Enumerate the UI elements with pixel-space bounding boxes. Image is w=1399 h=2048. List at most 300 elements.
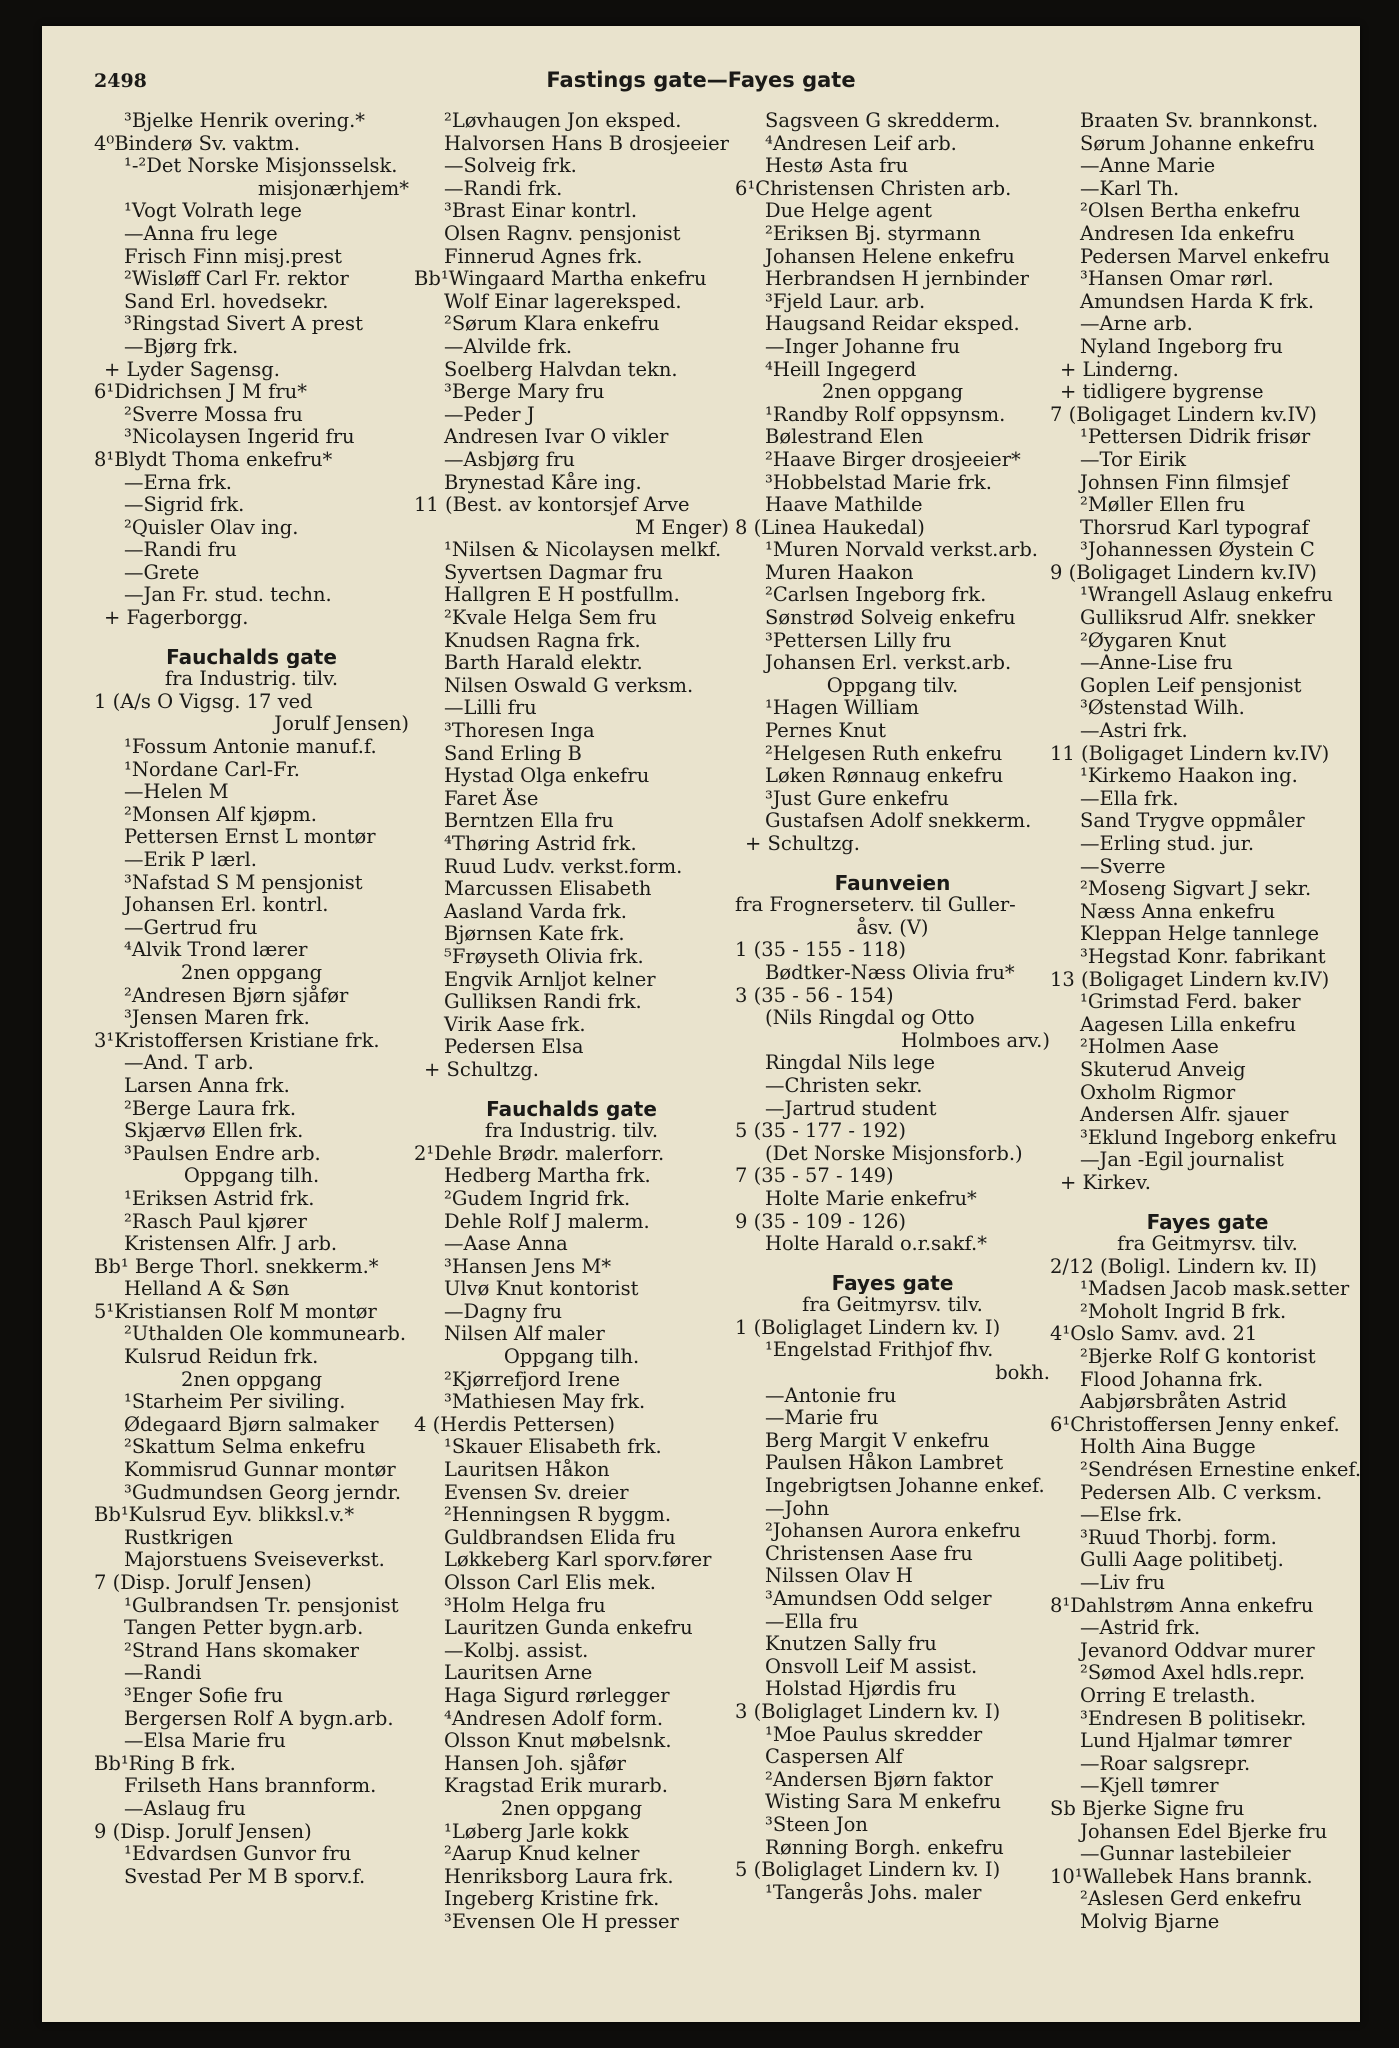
directory-line: 8 (Linea Haukedal) bbox=[735, 516, 925, 539]
directory-line: Johansen Helene enkefru bbox=[765, 245, 1015, 268]
directory-line: 11 (Best. av kontorsjef Arve bbox=[414, 494, 690, 517]
directory-line: Frilseth Hans brannform. bbox=[124, 1775, 377, 1798]
directory-line: Næss Anna enkefru bbox=[1080, 900, 1276, 923]
directory-line: ³Holm Helga fru bbox=[444, 1594, 606, 1617]
directory-line: 8¹Dahlstrøm Anna enkefru bbox=[1050, 1594, 1314, 1617]
directory-line: Thorsrud Karl typograf bbox=[1080, 516, 1309, 539]
directory-line: bokh. bbox=[995, 1362, 1050, 1385]
directory-line: Olsen Ragnv. pensjonist bbox=[444, 222, 681, 245]
directory-line: Marcussen Elisabeth bbox=[444, 878, 652, 901]
directory-line: Ruud Ludv. verkst.form. bbox=[444, 855, 683, 878]
directory-line: ²Kjørrefjord Irene bbox=[444, 1368, 621, 1391]
directory-line: —Randi frk. bbox=[444, 177, 563, 200]
directory-line: Holte Marie enkefru* bbox=[765, 1187, 977, 1210]
directory-line: —Erna frk. bbox=[124, 471, 232, 494]
directory-line: ⁴Thøring Astrid frk. bbox=[444, 833, 637, 855]
directory-line: Bjørnsen Kate frk. bbox=[444, 923, 625, 946]
directory-line: (Det Norske Misjonsforb.) bbox=[765, 1142, 1023, 1165]
directory-line: ²Quisler Olav ing. bbox=[124, 516, 299, 539]
directory-line: Skjærvø Ellen frk. bbox=[124, 1120, 304, 1143]
directory-line: —Inger Johanne fru bbox=[765, 335, 960, 358]
directory-line: fra Geitmyrsv. tilv. bbox=[802, 1294, 983, 1317]
directory-line: ³Paulsen Endre arb. bbox=[124, 1142, 321, 1165]
directory-line: Knudsen Ragna frk. bbox=[444, 629, 641, 652]
street-heading: Fayes gate bbox=[831, 1271, 954, 1295]
directory-line: Rustkrigen bbox=[124, 1526, 234, 1549]
directory-line: Lauritsen Håkon bbox=[444, 1459, 610, 1482]
running-header: Fastings gate—Fayes gate bbox=[546, 68, 856, 92]
directory-line: fra Frognerseterv. til Guller- bbox=[735, 894, 1016, 917]
directory-line: —Grete bbox=[124, 561, 200, 584]
directory-line: fra Industrig. tilv. bbox=[164, 668, 339, 691]
directory-line: Olsson Knut møbelsnk. bbox=[444, 1730, 672, 1753]
directory-line: ²Sømod Axel hdls.repr. bbox=[1080, 1662, 1306, 1685]
directory-line: 6¹Christensen Christen arb. bbox=[735, 177, 1012, 200]
directory-line: 6¹Christoffersen Jenny enkef. bbox=[1050, 1413, 1340, 1436]
directory-line: Frisch Finn misj.prest bbox=[124, 245, 343, 268]
directory-line: Haugsand Reidar eksped. bbox=[765, 313, 1020, 336]
directory-line: Løkkeberg Karl sporv.fører bbox=[444, 1549, 712, 1572]
directory-line: ³Mathiesen May frk. bbox=[444, 1391, 646, 1414]
directory-line: —Anna fru lege bbox=[124, 222, 278, 245]
directory-line: 4⁰Binderø Sv. vaktm. bbox=[94, 132, 301, 155]
directory-line: ⁴Alvik Trond lærer bbox=[124, 939, 308, 962]
directory-line: Goplen Leif pensjonist bbox=[1080, 674, 1302, 697]
column-2 bbox=[414, 110, 729, 1990]
directory-line: Gulliksrud Alfr. snekker bbox=[1080, 607, 1315, 630]
directory-line: ²Johansen Aurora enkefru bbox=[765, 1520, 1021, 1543]
directory-line: 1 (Boliglaget Lindern kv. I) bbox=[735, 1316, 1001, 1339]
directory-line: —Anne-Lise fru bbox=[1080, 652, 1233, 675]
directory-line: ³Brast Einar kontrl. bbox=[444, 200, 638, 223]
directory-line: Sb Bjerke Signe fru bbox=[1050, 1797, 1245, 1820]
directory-line: Gulliksen Randi frk. bbox=[444, 991, 642, 1014]
directory-line: Oppgang tilh. bbox=[503, 1346, 640, 1369]
directory-line: Pedersen Elsa bbox=[444, 1036, 584, 1059]
directory-line: —Anne Marie bbox=[1080, 155, 1216, 178]
directory-line: ²Øygaren Knut bbox=[1080, 629, 1227, 652]
directory-line: —Antonie fru bbox=[765, 1384, 897, 1407]
directory-line: Nilsen Alf maler bbox=[444, 1323, 605, 1346]
directory-line: misjonærhjem* bbox=[257, 177, 409, 200]
directory-line: —Lilli fru bbox=[444, 697, 537, 720]
directory-line: 2nen oppgang bbox=[500, 1797, 643, 1820]
directory-line: Soelberg Halvdan tekn. bbox=[444, 358, 678, 381]
directory-line: + Schultzg. bbox=[745, 833, 860, 855]
directory-line: ²Sendrésen Ernestine enkef. bbox=[1080, 1459, 1362, 1482]
directory-line: Gustafsen Adolf snekkerm. bbox=[765, 810, 1032, 833]
directory-line: ²Uthalden Ole kommunearb. bbox=[124, 1323, 407, 1346]
directory-line: ²Moholt Ingrid B frk. bbox=[1080, 1300, 1287, 1323]
directory-line: Bergersen Rolf A bygn.arb. bbox=[124, 1707, 394, 1730]
directory-line: —Asbjørg fru bbox=[444, 448, 575, 471]
directory-line: —Christen sekr. bbox=[765, 1074, 923, 1097]
directory-line: ²Gudem Ingrid frk. bbox=[444, 1187, 631, 1210]
directory-line: Oppgang tilh. bbox=[183, 1165, 320, 1188]
directory-line: ³Ringstad Sivert A prest bbox=[124, 313, 363, 336]
directory-line: Bb¹Ring B frk. bbox=[94, 1752, 236, 1775]
directory-line: Ødegaard Bjørn salmaker bbox=[124, 1413, 379, 1436]
directory-line: Kulsrud Reidun frk. bbox=[124, 1346, 319, 1369]
directory-line: + Linderng. bbox=[1060, 358, 1179, 381]
directory-line: ³Endresen B politisekr. bbox=[1080, 1707, 1307, 1730]
directory-line: 13 (Boligaget Lindern kv.IV) bbox=[1050, 968, 1330, 991]
directory-line: 2nen oppgang bbox=[821, 381, 964, 404]
directory-line: Guldbrandsen Elida fru bbox=[444, 1526, 676, 1549]
directory-line: ²Skattum Selma enkefru bbox=[124, 1436, 366, 1459]
street-heading: Fayes gate bbox=[1146, 1210, 1269, 1234]
directory-line: Muren Haakon bbox=[765, 561, 914, 584]
directory-page bbox=[42, 26, 1360, 2022]
street-heading: Faunveien bbox=[834, 871, 951, 895]
directory-line: Rønning Borgh. enkefru bbox=[765, 1836, 1004, 1859]
directory-line: Sørum Johanne enkefru bbox=[1080, 132, 1315, 155]
directory-line: M Enger) bbox=[635, 516, 729, 539]
directory-line: Aagesen Lilla enkefru bbox=[1080, 1013, 1297, 1036]
directory-line: Majorstuens Sveiseverkst. bbox=[124, 1549, 385, 1572]
directory-line: Løken Rønnaug enkefru bbox=[765, 765, 1004, 788]
directory-line: Bb¹Wingaard Martha enkefru bbox=[414, 268, 707, 291]
directory-line: Jevanord Oddvar murer bbox=[1080, 1639, 1315, 1662]
directory-line: Finnerud Agnes frk. bbox=[444, 245, 643, 268]
directory-line: 5 (Boliglaget Lindern kv. I) bbox=[735, 1859, 1001, 1882]
directory-line: Henriksborg Laura frk. bbox=[444, 1865, 674, 1888]
directory-line: Engvik Arnljot kelner bbox=[444, 968, 656, 991]
directory-line: ¹Vogt Volrath lege bbox=[124, 200, 302, 223]
directory-line: —Solveig frk. bbox=[444, 155, 577, 178]
directory-line: 3 (35 - 56 - 154) bbox=[735, 984, 894, 1007]
directory-line: —Tor Eirik bbox=[1080, 448, 1187, 471]
directory-line: ³Hansen Omar rørl. bbox=[1080, 268, 1274, 291]
directory-line: ¹Wrangell Aslaug enkefru bbox=[1080, 584, 1333, 607]
directory-line: Holte Harald o.r.sakf.* bbox=[765, 1233, 987, 1256]
directory-line: ¹Pettersen Didrik frisør bbox=[1080, 426, 1311, 449]
directory-line: Andersen Alfr. sjauer bbox=[1080, 1104, 1289, 1127]
directory-line: —Kolbj. assist. bbox=[444, 1639, 589, 1662]
directory-line: Johansen Edel Bjerke fru bbox=[1080, 1820, 1328, 1843]
directory-line: —And. T arb. bbox=[124, 1052, 254, 1075]
directory-line: Andresen Ida enkefru bbox=[1080, 222, 1295, 245]
directory-line: Dehle Rolf J malerm. bbox=[444, 1210, 650, 1233]
directory-line: Kommisrud Gunnar montør bbox=[124, 1459, 396, 1482]
directory-line: Herbrandsen H jernbinder bbox=[765, 268, 1029, 291]
directory-line: + Kirkev. bbox=[1060, 1171, 1151, 1194]
directory-line: —Helen M bbox=[124, 781, 229, 804]
directory-line: ²Moseng Sigvart J sekr. bbox=[1080, 878, 1312, 901]
directory-line: 9 (Boligaget Lindern kv.IV) bbox=[1050, 561, 1317, 584]
directory-line: 7 (Disp. Jorulf Jensen) bbox=[94, 1572, 312, 1594]
directory-line: Due Helge agent bbox=[765, 200, 932, 223]
directory-line: ²Aslesen Gerd enkefru bbox=[1080, 1888, 1302, 1911]
directory-line: ³Bjelke Henrik overing.* bbox=[124, 110, 366, 132]
directory-line: Ingeberg Kristine frk. bbox=[444, 1888, 660, 1911]
directory-line: —Liv fru bbox=[1080, 1572, 1165, 1594]
directory-line: ²Monsen Alf kjøpm. bbox=[124, 803, 317, 826]
directory-line: åsv. (V) bbox=[856, 916, 929, 939]
directory-line: Nilsen Oswald G verksm. bbox=[444, 674, 694, 697]
directory-line: Ringdal Nils lege bbox=[765, 1052, 936, 1075]
directory-line: ²Sørum Klara enkefru bbox=[444, 313, 660, 336]
directory-line: Pettersen Ernst L montør bbox=[124, 826, 376, 849]
directory-line: ²Eriksen Bj. styrmann bbox=[765, 222, 981, 245]
directory-line: Haave Mathilde bbox=[765, 494, 923, 517]
directory-line: ⁴Andresen Leif arb. bbox=[765, 132, 957, 155]
directory-line: Olsson Carl Elis mek. bbox=[444, 1572, 656, 1594]
directory-line: —Jartrud student bbox=[765, 1097, 937, 1120]
directory-line: Syvertsen Dagmar fru bbox=[444, 561, 663, 584]
directory-line: Aabjørsbråten Astrid bbox=[1080, 1391, 1287, 1414]
directory-line: ³Thoresen Inga bbox=[444, 720, 595, 743]
directory-line: 5¹Kristiansen Rolf M montør bbox=[94, 1300, 377, 1323]
directory-line: —Erling stud. jur. bbox=[1080, 833, 1255, 855]
directory-line: 8¹Blydt Thoma enkefru* bbox=[94, 448, 333, 471]
directory-line: ³Steen Jon bbox=[765, 1813, 868, 1836]
directory-line: 2/12 (Boligl. Lindern kv. II) bbox=[1050, 1255, 1318, 1278]
directory-line: Bølestrand Elen bbox=[765, 426, 924, 449]
directory-line: Knutzen Sally fru bbox=[765, 1633, 937, 1656]
directory-line: Oxholm Rigmor bbox=[1080, 1081, 1236, 1104]
directory-line: ³Berge Mary fru bbox=[444, 381, 605, 404]
directory-line: Svestad Per M B sporv.f. bbox=[124, 1865, 366, 1888]
directory-line: ¹-²Det Norske Misjonsselsk. bbox=[124, 155, 398, 178]
directory-line: —John bbox=[765, 1497, 830, 1520]
directory-line: ²Carlsen Ingeborg frk. bbox=[765, 584, 987, 607]
directory-line: ³Nicolaysen Ingerid fru bbox=[124, 426, 355, 449]
directory-line: Bb¹ Berge Thorl. snekkerm.* bbox=[94, 1255, 379, 1278]
directory-line: ³Nafstad S M pensjonist bbox=[124, 871, 363, 894]
directory-line: Sand Erl. hovedsekr. bbox=[124, 290, 329, 313]
directory-line: ³Amundsen Odd selger bbox=[765, 1588, 992, 1610]
directory-line: Lauritsen Arne bbox=[444, 1662, 593, 1685]
directory-line: Flood Johanna frk. bbox=[1080, 1368, 1264, 1391]
street-heading: Fauchalds gate bbox=[166, 645, 337, 669]
directory-line: 7 (35 - 57 - 149) bbox=[735, 1165, 894, 1188]
directory-line: Paulsen Håkon Lambret bbox=[765, 1452, 1004, 1475]
directory-line: Pedersen Marvel enkefru bbox=[1080, 245, 1330, 268]
directory-line: ³Østenstad Wilh. bbox=[1080, 697, 1245, 720]
directory-line: ³Eklund Ingeborg enkefru bbox=[1080, 1126, 1337, 1149]
directory-line: Berg Margit V enkefru bbox=[765, 1429, 990, 1452]
directory-line: ²Løvhaugen Jon eksped. bbox=[444, 110, 682, 132]
directory-line: Kristensen Alfr. J arb. bbox=[124, 1233, 338, 1256]
directory-line: ¹Moe Paulus skredder bbox=[765, 1723, 983, 1746]
directory-line: Oppgang tilv. bbox=[826, 674, 959, 697]
directory-line: —Aslaug fru bbox=[124, 1797, 246, 1820]
directory-line: —Marie fru bbox=[765, 1407, 879, 1430]
directory-line: + tidligere bygrense bbox=[1060, 381, 1264, 404]
directory-line: Sand Erling B bbox=[444, 742, 582, 765]
directory-line: Aasland Varda frk. bbox=[444, 900, 627, 923]
directory-line: ¹Engelstad Frithjof fhv. bbox=[765, 1339, 994, 1362]
directory-line: Johnsen Finn filmsjef bbox=[1080, 471, 1289, 494]
directory-line: ¹Nilsen & Nicolaysen melkf. bbox=[444, 539, 722, 562]
directory-line: ²Kvale Helga Sem fru bbox=[444, 607, 657, 630]
directory-line: ³Pettersen Lilly fru bbox=[765, 629, 952, 652]
directory-line: 5 (35 - 177 - 192) bbox=[735, 1120, 907, 1143]
directory-line: Holstad Hjørdis fru bbox=[765, 1678, 957, 1701]
directory-line: Sagsveen G skredderm. bbox=[765, 110, 1001, 132]
directory-line: Skuterud Anveig bbox=[1080, 1058, 1246, 1081]
directory-line: ²Aarup Knud kelner bbox=[444, 1843, 640, 1866]
directory-line: —Astri frk. bbox=[1080, 720, 1188, 743]
directory-line: Pernes Knut bbox=[765, 720, 886, 743]
directory-line: fra Industrig. tilv. bbox=[484, 1120, 659, 1143]
directory-line: Hallgren E H postfullm. bbox=[444, 584, 680, 607]
directory-line: ²Sverre Mossa fru bbox=[124, 403, 303, 426]
directory-line: ²Holmen Aase bbox=[1080, 1036, 1219, 1059]
directory-line: Gulli Aage politibetj. bbox=[1080, 1549, 1284, 1572]
directory-line: ³Just Gure enkefru bbox=[765, 787, 949, 810]
directory-line: ²Rasch Paul kjører bbox=[124, 1210, 307, 1233]
directory-line: + Lyder Sagensg. bbox=[104, 358, 280, 381]
column-4 bbox=[1050, 110, 1365, 1990]
directory-line: 2¹Dehle Brødr. malerforr. bbox=[414, 1142, 665, 1165]
directory-line: ²Henningsen R byggm. bbox=[444, 1504, 672, 1527]
directory-line: Wolf Einar lagereksped. bbox=[444, 290, 682, 313]
directory-line: —Aase Anna bbox=[444, 1233, 568, 1256]
directory-line: 4¹Oslo Samv. avd. 21 bbox=[1050, 1323, 1258, 1346]
directory-line: —Randi bbox=[124, 1662, 202, 1685]
directory-line: Lauritzen Gunda enkefru bbox=[444, 1617, 693, 1640]
directory-line: Christensen Aase fru bbox=[765, 1542, 973, 1565]
directory-line: Evensen Sv. dreier bbox=[444, 1481, 629, 1504]
directory-line: —Astrid frk. bbox=[1080, 1617, 1201, 1640]
directory-line: ³Johannessen Øystein C bbox=[1080, 539, 1315, 562]
directory-line: Sønstrød Solveig enkefru bbox=[765, 607, 1016, 630]
directory-line: Hestø Asta fru bbox=[765, 155, 909, 178]
directory-line: 11 (Boligaget Lindern kv.IV) bbox=[1050, 742, 1330, 765]
directory-line: —Gertrud fru bbox=[124, 916, 258, 939]
directory-line: 3¹Kristoffersen Kristiane frk. bbox=[94, 1029, 380, 1052]
directory-line: ¹Fossum Antonie manuf.f. bbox=[124, 736, 377, 759]
directory-line: ³Hansen Jens M* bbox=[444, 1255, 612, 1278]
directory-line: —Else frk. bbox=[1080, 1504, 1183, 1527]
directory-line: —Roar salgsrepr. bbox=[1080, 1752, 1251, 1775]
directory-line: Lund Hjalmar tømrer bbox=[1080, 1730, 1292, 1753]
directory-line: Nyland Ingeborg fru bbox=[1080, 335, 1283, 358]
directory-line: Bb¹Kulsrud Eyv. blikksl.v.* bbox=[94, 1504, 355, 1527]
directory-line: ¹Starheim Per siviling. bbox=[124, 1391, 346, 1414]
directory-line: ³Gudmundsen Georg jerndr. bbox=[124, 1481, 402, 1504]
directory-line: ³Hegstad Konr. fabrikant bbox=[1080, 945, 1326, 968]
directory-line: Ulvø Knut kontorist bbox=[444, 1278, 639, 1301]
directory-line: ¹Nordane Carl-Fr. bbox=[124, 758, 300, 781]
directory-line: Andresen Ivar O vikler bbox=[444, 426, 669, 449]
directory-line: Tangen Petter bygn.arb. bbox=[124, 1617, 364, 1640]
directory-line: Nilssen Olav H bbox=[765, 1565, 913, 1588]
directory-line: Larsen Anna frk. bbox=[124, 1074, 290, 1097]
directory-line: Halvorsen Hans B drosjeeier bbox=[444, 132, 729, 155]
directory-line: 6¹Didrichsen J M fru* bbox=[94, 381, 307, 404]
directory-line: —Gunnar lastebileier bbox=[1080, 1843, 1291, 1866]
directory-line: Braaten Sv. brannkonst. bbox=[1080, 110, 1319, 132]
directory-line: ¹Skauer Elisabeth frk. bbox=[444, 1436, 662, 1459]
directory-line: + Fagerborgg. bbox=[104, 607, 249, 630]
directory-line: ³Jensen Maren frk. bbox=[124, 1007, 310, 1030]
directory-line: 1 (35 - 155 - 118) bbox=[735, 939, 907, 962]
directory-line: ¹Randby Rolf oppsynsm. bbox=[765, 403, 1006, 426]
directory-line: Sand Trygve oppmåler bbox=[1080, 810, 1305, 833]
directory-line: —Randi fru bbox=[124, 539, 237, 562]
directory-line: fra Geitmyrsv. tilv. bbox=[1117, 1233, 1298, 1256]
directory-line: Kragstad Erik murarb. bbox=[444, 1775, 668, 1798]
directory-line: Kleppan Helge tannlege bbox=[1080, 923, 1320, 946]
directory-line: —Arne arb. bbox=[1080, 313, 1193, 336]
directory-line: Virik Aase frk. bbox=[444, 1013, 586, 1036]
directory-line: Barth Harald elektr. bbox=[444, 652, 643, 675]
directory-line: Haga Sigurd rørlegger bbox=[444, 1684, 670, 1707]
directory-line: ²Strand Hans skomaker bbox=[124, 1639, 359, 1662]
column-1 bbox=[94, 110, 409, 1990]
directory-line: ⁵Frøyseth Olivia frk. bbox=[444, 945, 644, 968]
directory-line: Hedberg Martha frk. bbox=[444, 1165, 651, 1188]
directory-line: Berntzen Ella fru bbox=[444, 810, 614, 833]
directory-line: ³Evensen Ole H presser bbox=[444, 1910, 679, 1933]
directory-line: ³Hobbelstad Marie frk. bbox=[765, 471, 992, 494]
directory-line: ²Olsen Bertha enkefru bbox=[1080, 200, 1301, 223]
directory-line: 9 (35 - 109 - 126) bbox=[735, 1210, 907, 1233]
directory-line: Pedersen Alb. C verksm. bbox=[1080, 1481, 1323, 1504]
directory-line: Johansen Erl. kontrl. bbox=[124, 894, 329, 917]
directory-line: Brynestad Kåre ing. bbox=[444, 471, 642, 494]
directory-line: —Ella frk. bbox=[1080, 787, 1179, 810]
directory-line: ²Møller Ellen fru bbox=[1080, 494, 1246, 517]
directory-line: Jorulf Jensen) bbox=[274, 713, 409, 736]
directory-line: 2nen oppgang bbox=[180, 1368, 323, 1391]
directory-line: Amundsen Harda K frk. bbox=[1080, 290, 1315, 313]
directory-line: ¹Hagen William bbox=[765, 697, 919, 720]
directory-line: (Nils Ringdal og Otto bbox=[765, 1007, 975, 1030]
directory-line: —Kjell tømrer bbox=[1080, 1775, 1219, 1798]
directory-line: ⁴Andresen Adolf form. bbox=[444, 1707, 664, 1730]
directory-line: ²Andersen Bjørn faktor bbox=[765, 1768, 993, 1791]
directory-line: Helland A & Søn bbox=[124, 1278, 290, 1301]
directory-line: —Sverre bbox=[1080, 855, 1166, 878]
directory-line: 9 (Disp. Jorulf Jensen) bbox=[94, 1820, 312, 1843]
directory-line: —Jan -Egil journalist bbox=[1080, 1149, 1284, 1172]
directory-line: Faret Åse bbox=[444, 787, 539, 810]
directory-line: ²Haave Birger drosjeeier* bbox=[765, 448, 1021, 471]
directory-line: Orring E trelasth. bbox=[1080, 1684, 1256, 1707]
directory-line: Hansen Joh. sjåfør bbox=[444, 1752, 626, 1775]
column-3 bbox=[735, 110, 1050, 1990]
directory-line: —Ella fru bbox=[765, 1610, 859, 1633]
directory-line: —Peder J bbox=[444, 403, 535, 426]
directory-line: ¹Løberg Jarle kokk bbox=[444, 1820, 629, 1843]
directory-line: —Bjørg frk. bbox=[124, 335, 239, 358]
directory-line: Onsvoll Leif M assist. bbox=[765, 1655, 978, 1678]
directory-line: ²Helgesen Ruth enkefru bbox=[765, 742, 1003, 765]
directory-line: 1 (A/s O Vigsg. 17 ved bbox=[94, 690, 313, 713]
directory-line: ¹Tangerås Johs. maler bbox=[765, 1881, 982, 1904]
directory-line: —Karl Th. bbox=[1080, 177, 1180, 200]
directory-line: 10¹Wallebek Hans brannk. bbox=[1050, 1865, 1313, 1888]
directory-line: Hystad Olga enkefru bbox=[444, 765, 650, 788]
directory-line: 3 (Boliglaget Lindern kv. I) bbox=[735, 1700, 1001, 1723]
directory-line: ²Wisløff Carl Fr. rektor bbox=[124, 268, 349, 291]
directory-line: ²Bjerke Rolf G kontorist bbox=[1080, 1346, 1316, 1369]
directory-line: —Elsa Marie fru bbox=[124, 1730, 286, 1753]
directory-line: —Dagny fru bbox=[444, 1300, 563, 1323]
page-number: 2498 bbox=[94, 70, 147, 92]
directory-line: —Erik P lærl. bbox=[124, 849, 257, 871]
directory-line: ³Fjeld Laur. arb. bbox=[765, 290, 926, 313]
directory-line: 7 (Boligaget Lindern kv.IV) bbox=[1050, 403, 1317, 426]
directory-line: Bødtker-Næss Olivia fru* bbox=[765, 961, 1015, 984]
directory-line: ³Ruud Thorbj. form. bbox=[1080, 1526, 1277, 1549]
street-heading: Fauchalds gate bbox=[486, 1097, 657, 1121]
directory-line: ¹Grimstad Ferd. baker bbox=[1080, 991, 1301, 1014]
